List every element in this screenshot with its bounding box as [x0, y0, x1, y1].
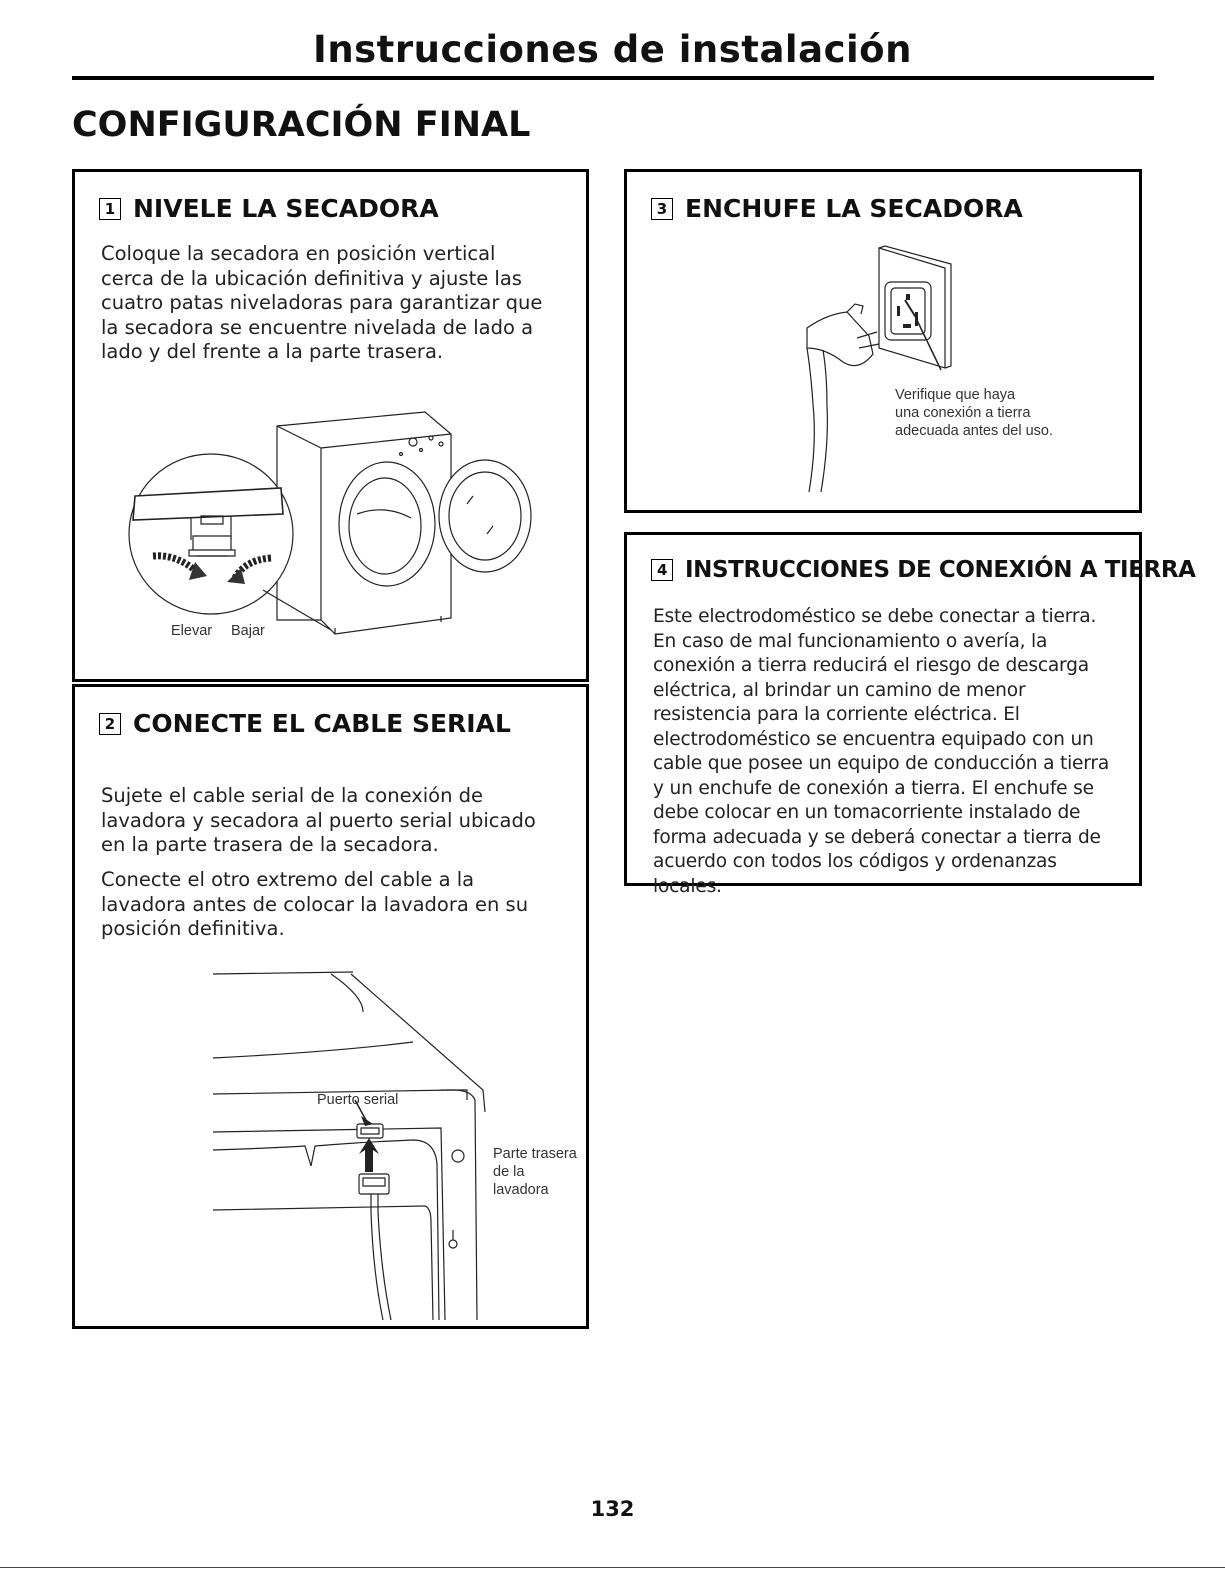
caption-ground-check-line-1: Verifique que haya — [895, 387, 1016, 403]
caption-raise: Elevar — [171, 623, 213, 639]
caption-serial-port: Puerto serial — [317, 1092, 399, 1108]
caption-washer-back — [493, 1145, 577, 1199]
panel-plug-heading — [651, 194, 1023, 223]
panel-grounding — [624, 532, 1196, 897]
caption-washer-back-line-2: de la — [493, 1164, 525, 1180]
page-number: 132 — [590, 1497, 635, 1521]
panel-plug-dryer — [624, 169, 1142, 513]
panel-grounding-title: INSTRUCCIONES DE CONEXIÓN A TIERRA — [685, 557, 1196, 583]
serial-port-illustration — [213, 972, 493, 1322]
caption-washer-back-line-1: Parte trasera — [493, 1146, 577, 1162]
panel-level-heading — [99, 194, 439, 223]
panel-level-title: NIVELE LA SECADORA — [133, 194, 439, 223]
step-number-badge: 4 — [651, 559, 673, 581]
caption-ground-check-line-2: una conexión a tierra — [895, 405, 1031, 421]
outlet-plug-illustration — [797, 244, 957, 494]
panel-grounding-heading — [651, 557, 1196, 583]
caption-ground-check-line-3: adecuada antes del uso. — [895, 423, 1054, 439]
dryer-leveling-illustration — [131, 410, 526, 640]
bottom-rule — [0, 1567, 1225, 1568]
caption-ground-check — [895, 386, 1053, 440]
step-number-badge: 2 — [99, 713, 121, 735]
panel-level-text: Coloque la secadora en posición vertical cerca de la ubicación definitiva y ajuste las cuatro patas niveladoras para garantizar que la secadora se encuentre nivelada de lado a lado y del frente a la parte trasera. — [101, 242, 543, 363]
panel-serial-text-1: Sujete el cable serial de la conexión de lavadora y secadora al puerto serial ubicado en la parte trasera de la secadora. — [101, 784, 536, 856]
page-header-title: Instrucciones de instalación — [313, 28, 912, 71]
caption-washer-back-line-3: lavadora — [493, 1182, 549, 1198]
section-title: CONFIGURACIÓN FINAL — [72, 105, 531, 145]
panel-serial-title: CONECTE EL CABLE SERIAL — [133, 709, 511, 738]
panel-plug-title: ENCHUFE LA SECADORA — [685, 194, 1023, 223]
panel-grounding-text: Este electrodoméstico se debe conectar a tierra. En caso de mal funcionamiento o avería, la conexión a tierra reducirá el riesgo de descarga eléctrica, al brindar un camino de menor resistencia para la corriente eléctrica. El electrodoméstico se encuentra equipado con un cable que posee un equipo de conducción a tierra y un enchufe de conexión a tierra. El enchufe se debe colocar en un tomacorriente instalado de forma adecuada y se deberá conectar a tierra de acuerdo con todos los códigos y ordenanzas locales. — [653, 606, 1110, 897]
panel-serial-cable — [72, 684, 589, 1329]
header-rule — [72, 76, 1154, 80]
caption-lower: Bajar — [231, 623, 265, 639]
panel-level-dryer — [72, 169, 589, 682]
panel-serial-text-2: Conecte el otro extremo del cable a la lavadora antes de colocar la lavadora en su posición definitiva. — [101, 868, 529, 940]
panel-serial-heading — [99, 709, 511, 738]
step-number-badge: 3 — [651, 198, 673, 220]
step-number-badge: 1 — [99, 198, 121, 220]
